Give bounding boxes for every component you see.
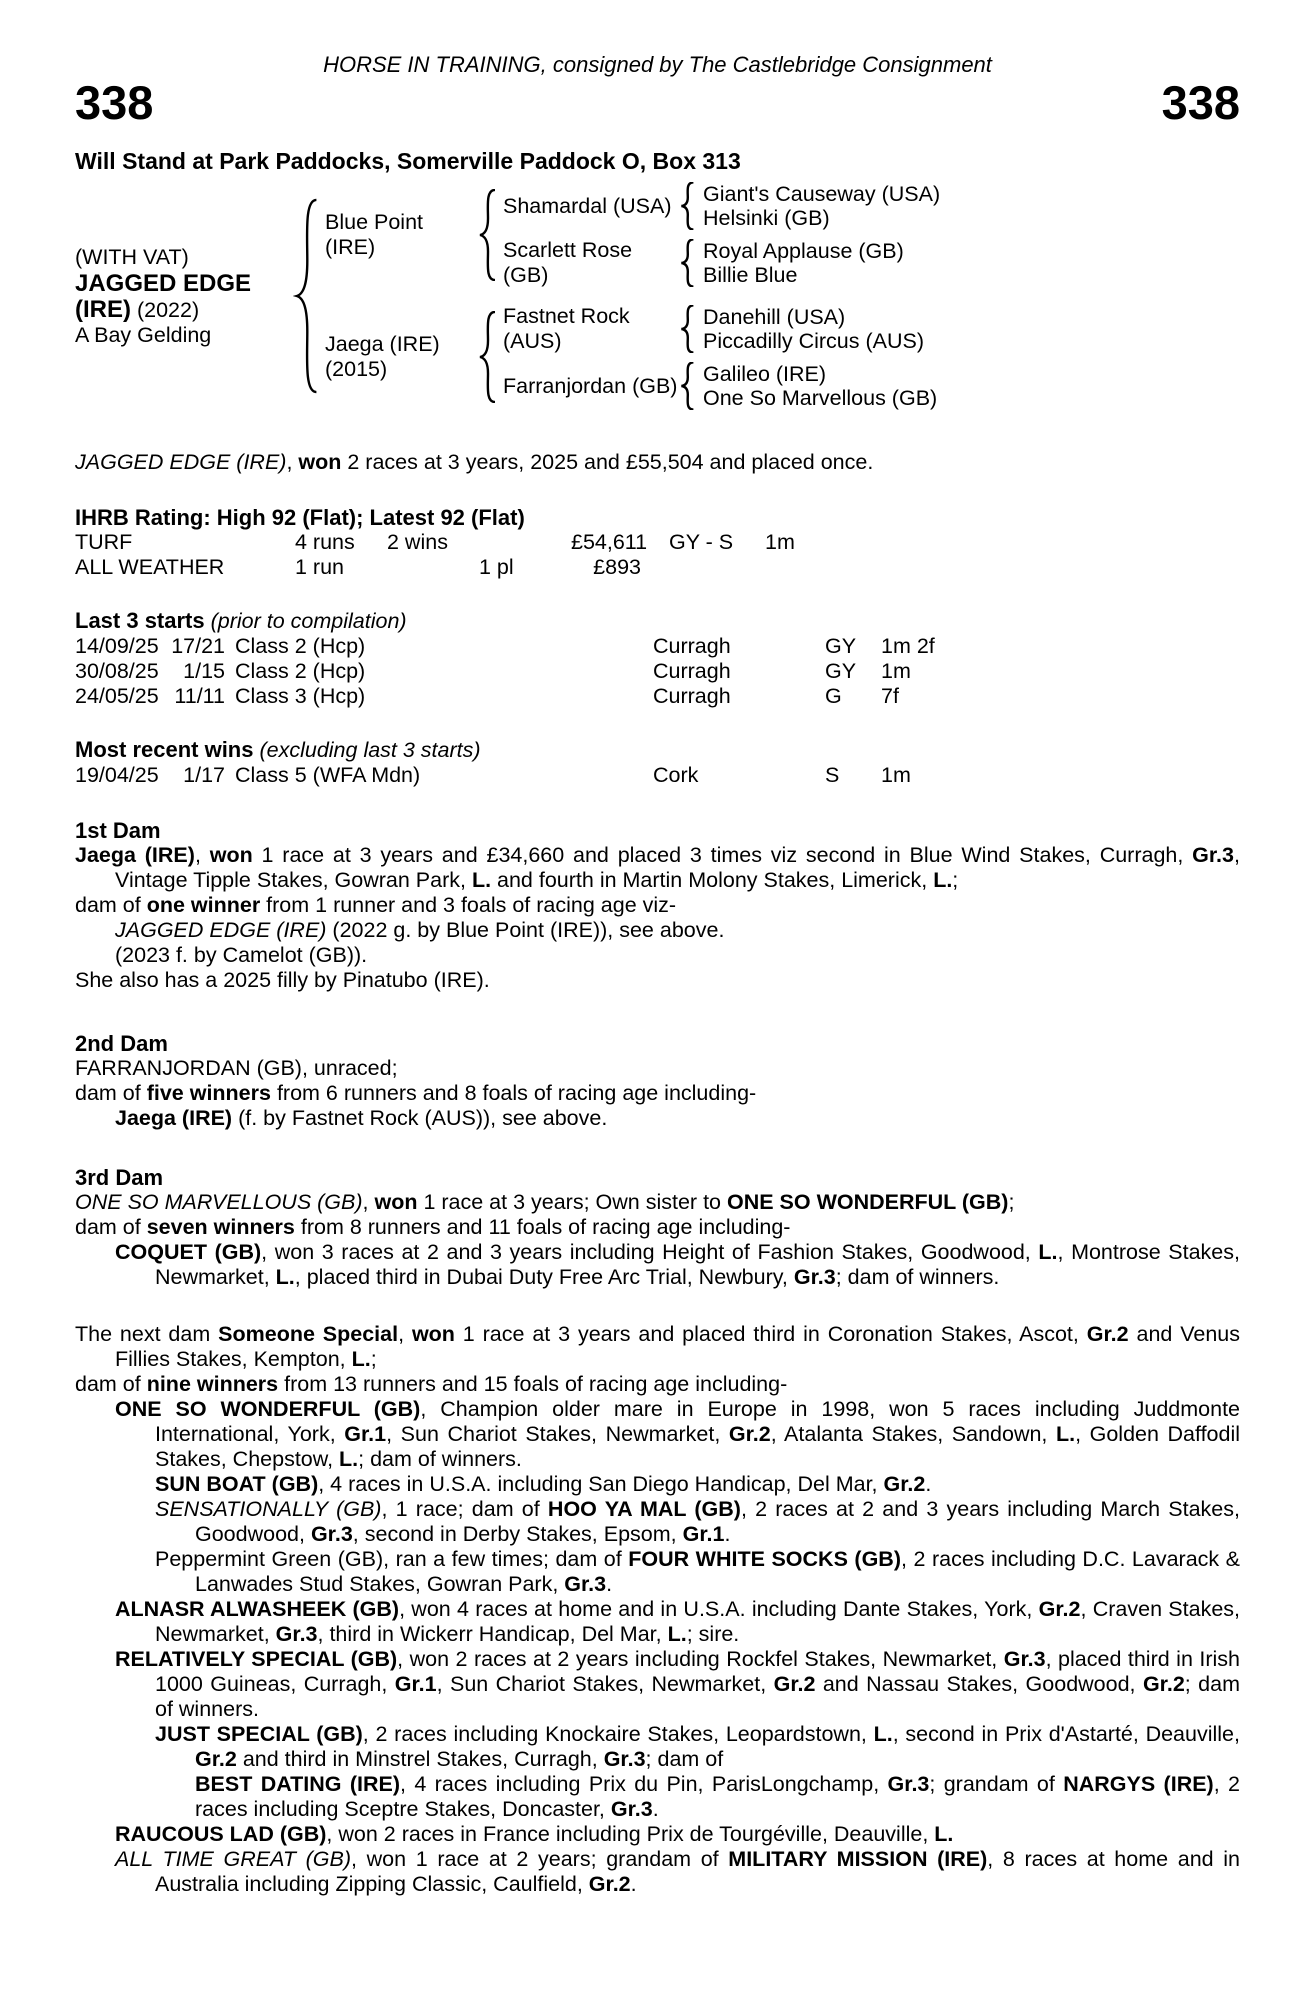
start-row — [75, 659, 1240, 684]
win-position: 1/17 — [183, 763, 225, 787]
pedigree-brace-small — [679, 305, 695, 353]
race-record-summary: JAGGED EDGE (IRE), won 2 races at 3 years, 2025 and £55,504 and placed once. — [75, 450, 874, 474]
great-grandparent-pair — [703, 239, 904, 287]
pedigree-brace-small — [679, 362, 695, 410]
pedigree-brace-outer — [293, 198, 319, 394]
pedigree-paragraph: dam of seven winners from 8 runners and 11 foals of racing age including- — [75, 1215, 791, 1239]
start-going: G — [825, 684, 842, 708]
dam-group — [325, 304, 940, 410]
start-row — [75, 634, 1240, 659]
great-grandparent-name: Danehill (USA) — [703, 305, 846, 329]
start-position: 17/21 — [171, 634, 225, 658]
pedigree-brace-dam — [477, 311, 497, 403]
start-race-class: Class 3 (Hcp) — [235, 684, 366, 708]
great-grandparent-name: Galileo (IRE) — [703, 362, 827, 386]
last-starts-heading — [75, 608, 1240, 634]
pedigree-brace-sire — [477, 189, 497, 281]
pedigree-paragraph: SUN BOAT (GB), 4 races in U.S.A. including San Diego Handicap, Del Mar, Gr.2. — [155, 1472, 932, 1496]
great-grandparent-pair — [703, 182, 940, 230]
pedigree-paragraph: dam of five winners from 6 runners and 8 foals of racing age including- — [75, 1081, 757, 1105]
granddam-row — [503, 362, 937, 410]
pedigree-paragraph: Jaega (IRE), won 1 race at 3 years and £34,660 and placed 3 times viz second in Blue Wind Stakes, Curragh, Gr.3, Vintage Tipple Stakes, Gowran Park, L. and fourth in Martin Molony Stakes, Limerick, L.; — [75, 843, 1240, 892]
grandparent-name: Shamardal (USA) — [503, 193, 672, 218]
win-race-class: Class 5 (WFA Mdn) — [235, 763, 421, 787]
section-heading: 3rd Dam — [75, 1165, 164, 1190]
start-distance: 1m 2f — [881, 634, 935, 658]
sire-name: Blue Point (IRE) — [325, 210, 424, 259]
section-heading: 2nd Dam — [75, 1031, 168, 1056]
pedigree-paragraph: ALNASR ALWASHEEK (GB), won 4 races at home and in U.S.A. including Dante Stakes, York, Gr.2, Craven Stakes, Newmarket, Gr.3, third in Wickerr Handicap, Del Mar, L.; sire. — [115, 1597, 1240, 1646]
horse-suffix-year — [75, 297, 293, 323]
great-grandparent-name: Royal Applause (GB) — [703, 239, 904, 263]
places-value: 1 pl — [479, 555, 514, 579]
pedigree-paragraph: FARRANJORDAN (GB), unraced; — [75, 1056, 398, 1080]
recent-wins-title: Most recent wins — [75, 737, 254, 762]
last-starts-block — [75, 608, 1240, 709]
earnings-value: £893 — [593, 555, 641, 579]
start-race-class: Class 2 (Hcp) — [235, 659, 366, 683]
runs-value: 4 runs — [295, 530, 355, 554]
pedigree-paragraph: ONE SO WONDERFUL (GB), Champion older mare in Europe in 1998, won 5 races including Juddmonte International, York, Gr.1, Sun Chariot Stakes, Newmarket, Gr.2, Atalanta Stakes, Sandown, L., Golden Daffodil Stakes, Chepstow, L.; dam of winners. — [115, 1397, 1241, 1471]
pedigree-tree — [75, 182, 1240, 410]
wins-value: 2 wins — [387, 530, 448, 554]
dam-year: (2015) — [325, 357, 388, 381]
dam-grandparents — [503, 304, 937, 410]
horse-description: A Bay Gelding — [75, 322, 212, 347]
great-grandparent-name: One So Marvellous (GB) — [703, 386, 938, 410]
pedigree-paragraph: JAGGED EDGE (IRE) (2022 g. by Blue Point (IRE)), see above. — [115, 918, 725, 942]
stats-row-all-weather — [75, 555, 1240, 580]
start-going: GY — [825, 634, 857, 658]
pedigree-paragraph: COQUET (GB), won 3 races at 2 and 3 years including Height of Fashion Stakes, Goodwood, L., Montrose Stakes, Newmarket, L., placed third in Dubai Duty Free Arc Trial, Newbury, Gr.3; dam of winners. — [115, 1240, 1240, 1289]
pedigree-paragraph: She also has a 2025 filly by Pinatubo (IRE). — [75, 968, 490, 992]
start-position: 1/15 — [183, 659, 225, 683]
stats-row-turf — [75, 530, 1240, 555]
last-starts-title: Last 3 starts — [75, 608, 205, 633]
great-grandparent-name: Billie Blue — [703, 263, 798, 287]
pedigree-paragraph: Peppermint Green (GB), ran a few times; dam of FOUR WHITE SOCKS (GB), 2 races including D.C. Lavarack & Lanwades Stud Stakes, Gowran Park, Gr.3. — [155, 1547, 1241, 1596]
pedigree-paragraph: dam of nine winners from 13 runners and 15 foals of racing age including- — [75, 1372, 788, 1396]
start-date: 14/09/25 — [75, 634, 159, 658]
pedigree-paragraph: SENSATIONALLY (GB), 1 race; dam of HOO YA MAL (GB), 2 races at 2 and 3 years including March Stakes, Goodwood, Gr.3, second in Derby Stakes, Epsom, Gr.1. — [155, 1497, 1240, 1546]
start-distance: 7f — [881, 684, 899, 708]
pedigree-paragraph: JUST SPECIAL (GB), 2 races including Knockaire Stakes, Leopardstown, L., second in Prix d'Astarté, Deauville, Gr.2 and third in Minstrel Stakes, Curragh, Gr.3; dam of — [155, 1722, 1240, 1771]
great-grandparent-pair — [703, 305, 924, 353]
grandsire-row — [503, 304, 937, 354]
start-venue: Curragh — [653, 634, 731, 658]
earnings-value: £54,611 — [571, 530, 648, 554]
vat-note: (WITH VAT) — [75, 244, 189, 269]
pedigree-brace-small — [679, 182, 695, 230]
dam-name-line: Jaega (IRE) — [325, 332, 440, 356]
surface-label: TURF — [75, 530, 133, 554]
sire-group — [325, 182, 940, 288]
grandparent-name: Farranjordan (GB) — [503, 373, 678, 398]
grandparent-name: Fastnet Rock (AUS) — [503, 304, 630, 353]
start-venue: Curragh — [653, 659, 731, 683]
granddam-row — [503, 238, 940, 288]
pedigree-paragraph: Jaega (IRE) (f. by Fastnet Rock (AUS)), see above. — [115, 1106, 608, 1130]
great-grandparent-name: Helsinki (GB) — [703, 206, 830, 230]
last-starts-subtitle: (prior to compilation) — [210, 609, 407, 633]
surface-label: ALL WEATHER — [75, 555, 225, 579]
section-next-dam — [75, 1322, 1240, 1897]
lot-number-row — [75, 76, 1240, 129]
stand-location-line: Will Stand at Park Paddocks, Somerville Paddock O, Box 313 — [75, 148, 741, 174]
great-grandparent-pair — [703, 362, 937, 410]
rating-line: IHRB Rating: High 92 (Flat); Latest 92 (Flat) — [75, 505, 525, 530]
going-value — [641, 555, 765, 580]
win-row — [75, 763, 1240, 788]
distance-value: 1m — [765, 530, 795, 554]
runs-value: 1 run — [295, 555, 345, 579]
places-value — [479, 530, 571, 555]
rating-block — [75, 505, 1240, 580]
lot-number-left: 338 — [75, 76, 154, 129]
start-race-class: Class 2 (Hcp) — [235, 634, 366, 658]
distance-value — [765, 555, 1240, 580]
start-date: 30/08/25 — [75, 659, 159, 683]
pedigree-parents — [325, 182, 940, 410]
pedigree-paragraph: dam of one winner from 1 runner and 3 foals of racing age viz- — [75, 893, 677, 917]
grandsire-row — [503, 182, 940, 230]
pedigree-paragraph: ALL TIME GREAT (GB), won 1 race at 2 years; grandam of MILITARY MISSION (IRE), 8 races at home and in Australia including Zipping Classic, Caulfield, Gr.2. — [115, 1847, 1240, 1896]
win-going: S — [825, 763, 840, 787]
horse-foaling-year: (2022) — [136, 297, 200, 322]
recent-wins-heading — [75, 737, 1240, 763]
pedigree-paragraph: The next dam Someone Special, won 1 race at 3 years and placed third in Coronation Stakes, Ascot, Gr.2 and Venus Fillies Stakes, Kempton, L.; — [75, 1322, 1241, 1371]
recent-wins-block — [75, 737, 1240, 788]
win-distance: 1m — [881, 763, 911, 787]
pedigree-paragraph: RAUCOUS LAD (GB), won 2 races in France including Prix de Tourgéville, Deauville, L. — [115, 1822, 954, 1846]
start-position: 11/11 — [174, 684, 225, 708]
pedigree-brace-small — [679, 239, 695, 287]
start-distance: 1m — [881, 659, 911, 683]
going-value: GY - S — [669, 530, 734, 554]
start-date: 24/05/25 — [75, 684, 159, 708]
horse-name: JAGGED EDGE — [75, 269, 252, 297]
great-grandparent-name: Piccadilly Circus (AUS) — [703, 329, 925, 353]
consignor-line: HORSE IN TRAINING, consigned by The Castlebridge Consignment — [323, 52, 992, 77]
start-going: GY — [825, 659, 857, 683]
wins-value — [387, 555, 479, 580]
section-second-dam — [75, 1031, 1240, 1131]
section-third-dam — [75, 1165, 1240, 1290]
dam-name — [325, 332, 477, 382]
pedigree-paragraph: BEST DATING (IRE), 4 races including Prix du Pin, ParisLongchamp, Gr.3; grandam of NARGYS (IRE), 2 races including Sceptre Stakes, Doncaster, Gr.3. — [195, 1772, 1241, 1821]
grandparent-name: Scarlett Rose (GB) — [503, 238, 633, 287]
recent-wins-subtitle: (excluding last 3 starts) — [259, 738, 481, 762]
pedigree-subject — [75, 245, 293, 348]
start-venue: Curragh — [653, 684, 731, 708]
section-heading: 1st Dam — [75, 818, 161, 843]
horse-country: (IRE) — [75, 295, 131, 323]
pedigree-paragraph: RELATIVELY SPECIAL (GB), won 2 races at 2 years including Rockfel Stakes, Newmarket, Gr.3, placed third in Irish 1000 Guineas, Curragh, Gr.1, Sun Chariot Stakes, Newmarket, Gr.2 and Nassau Stakes, Goodwood, Gr.2; dam of winners. — [115, 1647, 1240, 1721]
pedigree-paragraph: (2023 f. by Camelot (GB)). — [115, 943, 368, 967]
start-row — [75, 684, 1240, 709]
lot-number-right: 338 — [1161, 76, 1240, 129]
great-grandparent-name: Giant's Causeway (USA) — [703, 182, 941, 206]
win-date: 19/04/25 — [75, 763, 159, 787]
pedigree-paragraph: ONE SO MARVELLOUS (GB), won 1 race at 3 years; Own sister to ONE SO WONDERFUL (GB); — [75, 1190, 1015, 1214]
sire-grandparents — [503, 182, 940, 288]
section-first-dam — [75, 818, 1240, 993]
win-venue: Cork — [653, 763, 699, 787]
